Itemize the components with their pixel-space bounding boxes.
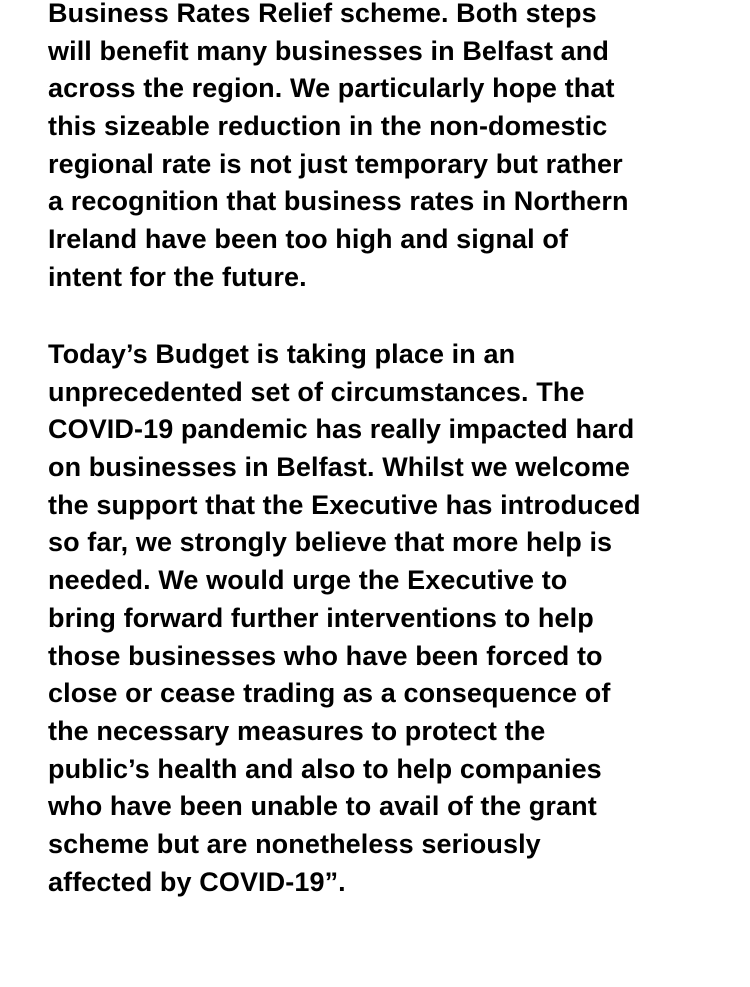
text-line: this sizeable reduction in the non-domestic [48,111,608,142]
text-line: a recognition that business rates in Northern [48,186,629,217]
text-line: public’s health and also to help companies [48,753,602,784]
text-line: so far, we strongly believe that more help is [48,527,613,558]
text-line: Ireland have been too high and signal of [48,224,569,255]
text-line: will benefit many businesses in Belfast and [48,35,609,66]
text-line: needed. We would urge the Executive to [48,565,568,596]
text-line: Today’s Budget is taking place in an [48,339,516,369]
text-line: unprecedented set of circumstances. The [48,376,585,407]
text-line: intent for the future. [48,261,307,292]
text-line: COVID-19 pandemic has really impacted hard [48,414,635,445]
text-line: across the region. We particularly hope that [48,73,615,104]
text-line: bring forward further interventions to help [48,602,594,633]
text-line: close or cease trading as a consequence of [48,678,611,709]
paragraph-business-rates [48,0,728,297]
text-line: those businesses who have been forced to [48,640,603,671]
text-line: the necessary measures to protect the [48,715,546,746]
text-line: regional rate is not just temporary but rather [48,148,623,179]
text-line: the support that the Executive has introduced [48,489,641,520]
paragraph-covid-budget [48,336,728,901]
text-line: who have been unable to avail of the grant [48,791,597,822]
text-line: affected by COVID-19”. [48,866,346,897]
text-line: Business Rates Relief scheme. Both steps [48,0,597,28]
text-line: on businesses in Belfast. Whilst we welcome [48,452,630,483]
text-line: scheme but are nonetheless seriously [48,828,541,859]
